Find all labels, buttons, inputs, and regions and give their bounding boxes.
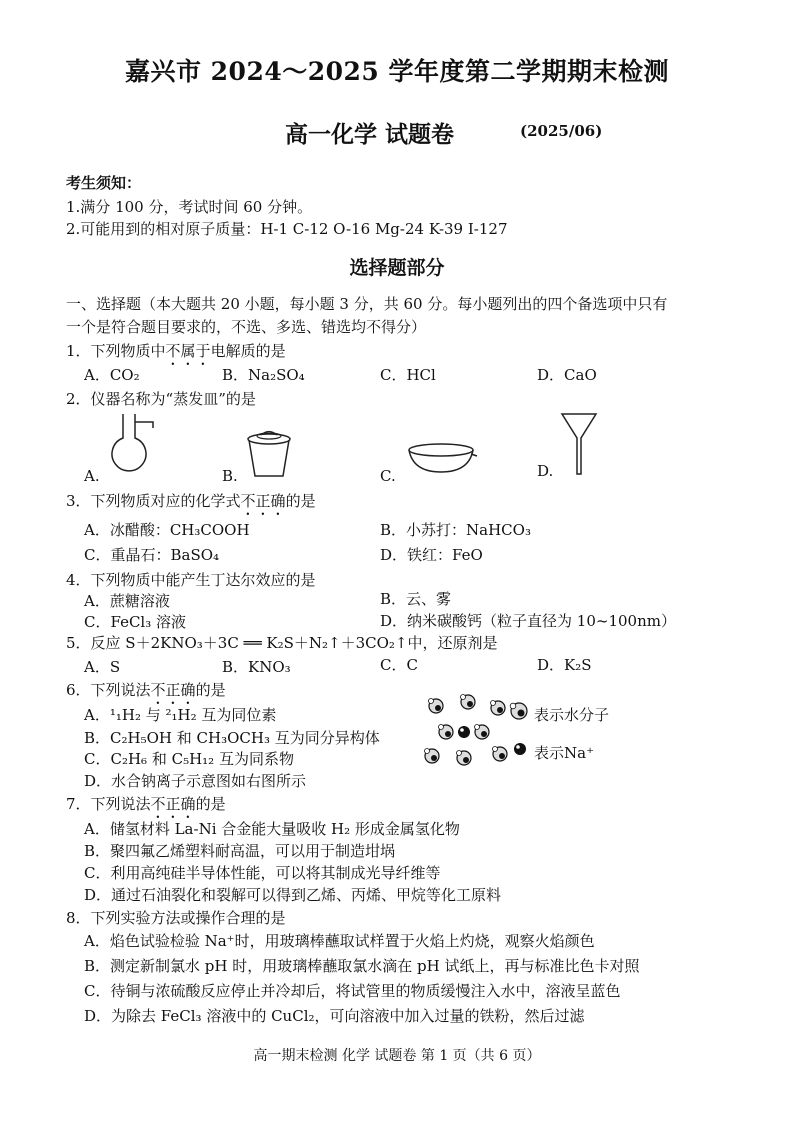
notice-item-2: 2.可能用到的相对原子质量：H-1 C-12 O-16 Mg-24 K-39 I-127 <box>66 220 508 238</box>
page-footer: 高一期末检测 化学 试题卷 第 1 页（共 6 页） <box>253 1048 541 1064</box>
q5-option-c: C．C <box>380 656 418 674</box>
q5-option-b: B．KNO₃ <box>222 658 291 676</box>
q1-stem: 1．下列物质中不属于电解质的是 <box>66 342 286 360</box>
water-molecule-icon <box>508 700 530 722</box>
q8-option-d: D．为除去 FeCl₃ 溶液中的 CuCl₂，可向溶液中加入过量的铁粉，然后过滤 <box>84 1007 585 1025</box>
q7-stem: 7．下列说法不正确的是 <box>66 795 226 813</box>
exam-date: (2025/06) <box>520 122 603 140</box>
crucible-icon <box>245 430 295 480</box>
q1-option-c: C．HCl <box>380 366 436 384</box>
q2-option-d: D. <box>537 462 554 480</box>
q4-option-a: A．蔗糖溶液 <box>84 592 170 610</box>
part-intro-line-2: 一个是符合题目要求的，不选、多选、错选均不得分） <box>66 318 427 336</box>
q1-option-d: D．CaO <box>537 366 597 384</box>
q3-option-b: B．小苏打：NaHCO₃ <box>380 521 531 539</box>
q3-option-a: A．冰醋酸：CH₃COOH <box>84 521 250 539</box>
q7-option-c: C．利用高纯硅半导体性能，可以将其制成光导纤维等 <box>84 864 441 882</box>
q8-option-b: B．测定新制氯水 pH 时，用玻璃棒蘸取氯水滴在 pH 试纸上，再与标准比色卡对照 <box>84 957 640 975</box>
q4-option-c: C．FeCl₃ 溶液 <box>84 613 186 631</box>
q6-option-b: B．C₂H₅OH 和 CH₃OCH₃ 互为同分异构体 <box>84 729 380 747</box>
q6-option-a: A．¹₁H₂ 与 ²₁H₂ 互为同位素 <box>84 706 277 724</box>
q8-stem: 8．下列实验方法或操作合理的是 <box>66 909 286 927</box>
exam-subtitle: 高一化学 试题卷 <box>285 121 455 148</box>
q2-option-c: C. <box>380 467 396 485</box>
q5-option-a: A．S <box>84 658 121 676</box>
notice-heading: 考生须知： <box>66 174 142 192</box>
q2-option-b: B. <box>222 467 238 485</box>
evaporating-dish-icon <box>405 440 480 480</box>
part-intro-line-1: 一、选择题（本大题共 20 小题，每小题 3 分，共 60 分。每小题列出的四个备选项中只有 <box>66 295 668 313</box>
q6-option-d: D．水合钠离子示意图如右图所示 <box>84 772 307 790</box>
exam-title: 嘉兴市 2024～2025 学年度第二学期期末检测 <box>124 57 670 86</box>
q5-option-d: D．K₂S <box>537 656 592 674</box>
q4-option-d: D．纳米碳酸钙（粒子直径为 10~100nm） <box>380 612 676 630</box>
q8-option-a: A．焰色试验检验 Na⁺时，用玻璃棒蘸取试样置于火焰上灼烧，观察火焰颜色 <box>84 932 595 950</box>
section-title: 选择题部分 <box>349 257 445 279</box>
q8-option-c: C．待铜与浓硫酸反应停止并冷却后，将试管里的物质缓慢注入水中，溶液呈蓝色 <box>84 982 621 1000</box>
hydrated-sodium-ion-diagram <box>420 692 515 777</box>
q7-option-a: A．储氢材料 La-Ni 合金能大量吸收 H₂ 形成金属氢化物 <box>84 820 460 838</box>
q3-option-d: D．铁红：FeO <box>380 546 483 564</box>
q6-option-c: C．C₂H₆ 和 C₅H₁₂ 互为同系物 <box>84 750 294 768</box>
q4-stem: 4．下列物质中能产生丁达尔效应的是 <box>66 571 316 589</box>
notice-item-1: 1.满分 100 分，考试时间 60 分钟。 <box>66 198 313 216</box>
q7-option-d: D．通过石油裂化和裂解可以得到乙烯、丙烯、甲烷等化工原料 <box>84 886 502 904</box>
round-bottom-flask-icon <box>105 412 165 477</box>
q2-stem: 2．仪器名称为“蒸发皿”的是 <box>66 390 256 408</box>
q1-option-b: B．Na₂SO₄ <box>222 366 305 384</box>
q3-stem: 3．下列物质对应的化学式不正确的是 <box>66 492 316 510</box>
legend-sodium-label: 表示Na⁺ <box>534 744 594 762</box>
q7-option-b: B．聚四氟乙烯塑料耐高温，可以用于制造坩埚 <box>84 842 396 860</box>
legend-water-label: 表示水分子 <box>534 706 610 724</box>
q2-option-a: A. <box>84 467 100 485</box>
sodium-ion-icon <box>512 741 528 757</box>
funnel-icon <box>560 412 600 477</box>
q5-stem: 5．反应 S＋2KNO₃＋3C ══ K₂S＋N₂↑＋3CO₂↑中，还原剂是 <box>66 634 498 652</box>
q6-stem: 6．下列说法不正确的是 <box>66 681 226 699</box>
q3-option-c: C．重晶石：BaSO₄ <box>84 546 220 564</box>
q1-option-a: A．CO₂ <box>84 366 140 384</box>
q4-option-b: B．云、雾 <box>380 590 452 608</box>
